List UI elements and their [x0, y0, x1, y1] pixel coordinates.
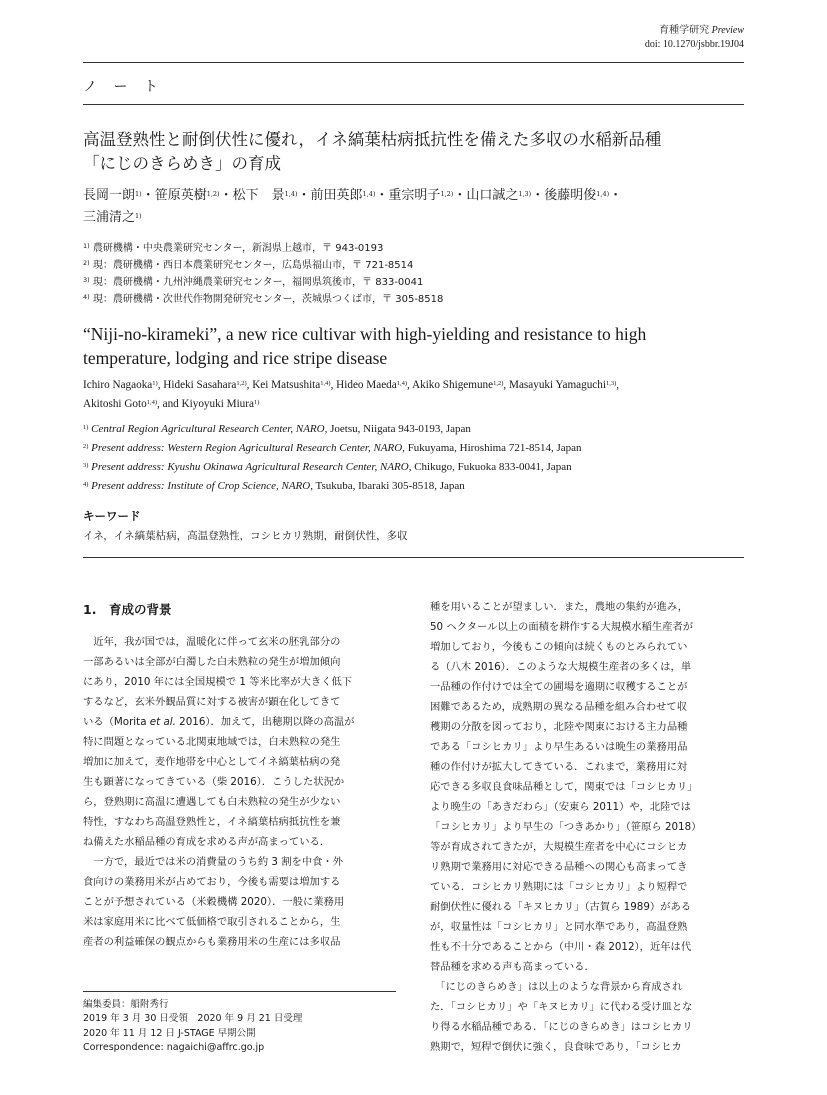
author-name: 三浦清之 — [83, 210, 136, 225]
english-title-line: temperature, lodging and rice stripe disease — [83, 348, 388, 368]
text-line: 替品種を求める声も高まっている． — [430, 961, 595, 973]
author-name: Hideo Maeda — [336, 379, 397, 391]
author-affiliation-mark: 1,4) — [320, 380, 331, 387]
keywords: イネ，イネ縞葉枯病，高温登熟性，コシヒカリ熟期，耐倒伏性，多収 — [83, 530, 408, 542]
affiliation-mark: 4) — [83, 293, 90, 301]
author-affiliation-mark: 1) — [253, 399, 260, 406]
affiliation-location: Joetsu, Niigata 943-0193, Japan — [327, 423, 471, 435]
author-name: Hideki Sasahara — [163, 379, 237, 391]
preview-label: Preview — [711, 25, 744, 36]
text-run: いる（Morita — [83, 716, 150, 728]
affiliation — [83, 439, 582, 458]
footnote-line: 編集委員：船附秀行 — [83, 999, 169, 1010]
text-line: 増加に加えて，麦作地帯を中心としてイネ縞葉枯病の発 — [83, 756, 341, 768]
text-line: 性も不十分であることから（中川・森 2012），近年は代 — [430, 941, 692, 953]
author-name: and Kiyoyuki Miura — [162, 398, 254, 410]
text-line: 等が育成されてきたが，大規模生産者を中心にコシヒカ — [430, 841, 688, 853]
author-separator: , — [407, 379, 413, 391]
author-name: 後藤明俊 — [544, 188, 597, 203]
affiliation-location: Chikugo, Fukuoka 833-0041, Japan — [411, 461, 572, 473]
affiliation-text: 現：農研機構・西日本農業研究センター，広島県福山市，〒 721-8514 — [89, 260, 414, 271]
author-line — [83, 395, 619, 414]
affiliation — [83, 257, 443, 274]
affiliation-institution: Central Region Agricultural Research Center, NARO, — [88, 423, 328, 435]
author-line — [83, 376, 619, 395]
text-line: ている．コシヒカリ熟期には「コシヒカリ」より短稈で — [430, 881, 688, 893]
text-line: 一方で，最近では米の消費量のうち約 3 割を中食・外 — [83, 856, 344, 868]
text-line: 産者の利益確保の観点からも業務用米の生産には多収品 — [83, 936, 341, 948]
keywords-rule — [83, 557, 744, 558]
affiliation — [83, 477, 582, 496]
text-line: 食向けの業務用米が占めており，今後も需要は増加する — [83, 876, 341, 888]
footnote-rule — [83, 991, 396, 992]
text-line: より晩生の「あきだわら」（安東ら 2011）や，北陸では — [430, 801, 691, 813]
author-name: 山口誠之 — [466, 188, 519, 203]
affiliation-institution: Present address: Institute of Crop Science, NARO, — [88, 480, 313, 492]
text-line: 一部あるいは全部が白濁した白未熟粒の発生が増加傾向 — [83, 656, 341, 668]
author-name: Kei Matsushita — [252, 379, 321, 391]
author-affiliation-mark: 1,3) — [518, 190, 532, 198]
author-affiliation-mark: 1) — [135, 190, 142, 198]
footnote-line: Correspondence: nagaichi@affrc.go.jp — [83, 1041, 265, 1053]
footnote — [83, 998, 302, 1055]
affiliation-mark: 2) — [83, 259, 90, 267]
japanese-title-line: 「にじのきらめき」の育成 — [83, 154, 281, 173]
text-line: 特に問題となっている北関東地域では，白未熟粒の発生 — [83, 736, 341, 748]
section-label: ノ ー ト — [83, 79, 164, 95]
japanese-affiliations — [83, 240, 443, 308]
affiliation-text: 現：農研機構・九州沖縄農業研究センター，福岡県筑後市，〒 833-0041 — [89, 277, 424, 288]
section-heading: 1. 育成の背景 — [83, 602, 172, 617]
author-name: Akiko Shigemune — [412, 379, 494, 391]
author-separator: ・ — [297, 188, 311, 203]
text-line: 「にじのきらめき」は以上のような背景から育成され — [430, 981, 683, 993]
running-header — [645, 24, 744, 52]
text-line: 種の作付けが拡大してきている．これまで，業務用に対 — [430, 761, 688, 773]
japanese-title — [83, 128, 661, 176]
affiliation — [83, 291, 443, 308]
text-line: 熟期で，短稈で倒伏に強く，良食味であり，「コシヒカ — [430, 1041, 682, 1053]
japanese-title-line: 高温登熟性と耐倒伏性に優れ，イネ縞葉枯病抵抗性を備えた多収の水稲新品種 — [83, 130, 662, 149]
author-affiliation-mark: 1,4) — [284, 190, 298, 198]
body-column-left — [83, 632, 399, 952]
text-line: 応できる多収良食味品種として，関東では「コシヒカリ」 — [430, 781, 698, 793]
text-line: 特性，すなわち高温登熟性と，イネ縞葉枯病抵抗性を兼 — [83, 816, 341, 828]
journal-name: 育種学研究 — [659, 25, 710, 36]
author-line — [83, 207, 622, 229]
author-separator: , — [157, 398, 163, 410]
text-line: 「コシヒカリ」より早生の「つきあかり」（笹原ら 2018） — [430, 821, 702, 833]
text-line: ね備えた水稲品種の育成を求める声が高まっている． — [83, 836, 331, 848]
author-name: Ichiro Nagaoka — [83, 379, 153, 391]
keywords-heading: キーワード — [83, 509, 141, 523]
author-separator: , — [157, 379, 164, 391]
author-separator: ・ — [141, 188, 155, 203]
japanese-authors — [83, 185, 622, 229]
author-separator: ・ — [531, 188, 545, 203]
author-line — [83, 185, 622, 207]
author-separator: , — [503, 379, 510, 391]
author-affiliation-mark: 1,2) — [493, 380, 504, 387]
text-line: 50 ヘクタール以上の面積を耕作する大規模水稲生産者が — [430, 621, 694, 633]
text-line: が，収量性は「コシヒカリ」と同水準であり，高温登熟 — [430, 921, 688, 933]
footnote-line: 2020 年 11 月 12 日 J-STAGE 早期公開 — [83, 1027, 256, 1039]
author-separator: ・ — [219, 188, 233, 203]
text-line: 穫期の分散を図っており，北陸や関東における主力品種 — [430, 721, 688, 733]
text-line: 近年，我が国では，温暖化に伴って玄米の胚乳部分の — [83, 636, 341, 648]
author-separator: , — [330, 379, 337, 391]
affiliation-mark: 1) — [83, 424, 89, 431]
author-separator: , — [246, 379, 253, 391]
author-affiliation-mark: 1,4) — [396, 380, 408, 387]
english-authors — [83, 376, 619, 414]
english-title — [83, 322, 646, 370]
author-name: 笹原英樹 — [154, 188, 207, 203]
affiliation-mark: 3) — [83, 462, 89, 469]
header-rule — [83, 62, 744, 63]
author-name: 前田英郎 — [310, 188, 363, 203]
affiliation-mark: 1) — [83, 242, 90, 250]
doi[interactable]: doi: 10.1270/jsbbr.19J04 — [644, 39, 744, 50]
text-line: にあり，2010 年には全国規模で 1 等米比率が大きく低下 — [83, 676, 353, 688]
text-run: 2016）．加えて，出穂期以降の高温が — [175, 716, 355, 728]
affiliation-institution: Present address: Western Region Agricultural Research Center, NARO, — [88, 442, 405, 454]
affiliation — [83, 420, 582, 439]
text-line: る（八木 2016）．このような大規模生産者の多くは，単 — [430, 661, 692, 673]
affiliation — [83, 458, 582, 477]
section-rule — [83, 104, 744, 105]
text-line: り得る水稲品種である．「にじのきらめき」はコシヒカリ — [430, 1021, 693, 1033]
text-line: 種を用いることが望ましい．また，農地の集約が進み， — [430, 601, 689, 613]
affiliation — [83, 240, 443, 257]
text-line: リ熟期で業務用に対応できる品種への関心も高まってき — [430, 861, 688, 873]
text-line: 増加しており，今後もこの傾向は続くものとみられてい — [430, 641, 688, 653]
text-line: 生も顕著になってきている（柴 2016）．こうした状況か — [83, 776, 345, 788]
author-separator: ・ — [453, 188, 467, 203]
author-affiliation-mark: 1,3) — [605, 380, 617, 387]
author-name: Akitoshi Goto — [83, 398, 147, 410]
text-line: するなど，玄米外観品質に対する被害が顕在化してきて — [83, 696, 341, 708]
english-title-line: “Niji-no-kirameki”, a new rice cultivar with high-yielding and resistance to high — [83, 324, 647, 344]
author-affiliation-mark: 1,4) — [596, 190, 610, 198]
italic-run: et al. — [149, 716, 176, 728]
text-line: ことが予想されている（米穀機構 2020）．一般に業務用 — [83, 896, 345, 908]
author-affiliation-mark: 1,4) — [146, 399, 158, 406]
footnote-line: 2019 年 3 月 30 日受領 2020 年 9 月 21 日受理 — [83, 1013, 303, 1025]
author-name: 長岡一朗 — [83, 188, 136, 203]
text-line: である「コシヒカリ」より早生あるいは晩生の業務用品 — [430, 741, 688, 753]
author-name: 松下 景 — [232, 188, 285, 203]
text-line: 一品種の作付けでは全ての圃場を適期に収穫することが — [430, 681, 688, 693]
author-affiliation-mark: 1) — [152, 380, 158, 387]
text-line: 困難であるため，成熟期の異なる品種を組み合わせて収 — [430, 701, 688, 713]
english-affiliations — [83, 420, 582, 496]
affiliation-text: 現：農研機構・次世代作物開発研究センター，茨城県つくば市，〒 305-8518 — [89, 294, 444, 305]
text-line: ら，登熟期に高温に遭遇しても白未熟粒の発生が少ない — [83, 796, 341, 808]
author-separator: , — [616, 379, 620, 391]
affiliation-mark: 4) — [83, 481, 89, 488]
author-affiliation-mark: 1,4) — [362, 190, 376, 198]
affiliation-location: Tsukuba, Ibaraki 305-8518, Japan — [312, 480, 465, 492]
affiliation-location: Fukuyama, Hiroshima 721-8514, Japan — [404, 442, 582, 454]
author-separator: ・ — [375, 188, 389, 203]
author-affiliation-mark: 1) — [135, 212, 142, 220]
text-line: た．「コシヒカリ」や「キヌヒカリ」に代わる受け皿とな — [430, 1001, 693, 1013]
text-line — [83, 712, 399, 732]
affiliation-text: 農研機構・中央農業研究センター，新潟県上越市，〒 943-0193 — [89, 243, 384, 254]
author-name: 重宗明子 — [388, 188, 441, 203]
author-separator: ・ — [609, 188, 623, 203]
text-line: 耐倒伏性に優れる「キヌヒカリ」（古賀ら 1989）がある — [430, 901, 692, 913]
author-name: Masayuki Yamaguchi — [509, 379, 606, 391]
text-line: 米は家庭用米に比べて低価格で取引されることから，生 — [83, 916, 341, 928]
author-affiliation-mark: 1,2) — [236, 380, 247, 387]
affiliation — [83, 274, 443, 291]
affiliation-mark: 3) — [83, 276, 90, 284]
affiliation-mark: 2) — [83, 443, 89, 450]
affiliation-institution: Present address: Kyushu Okinawa Agricultural Research Center, NARO, — [88, 461, 412, 473]
body-column-right — [430, 597, 746, 1057]
author-affiliation-mark: 1,2) — [440, 190, 454, 198]
author-affiliation-mark: 1,2) — [206, 190, 220, 198]
